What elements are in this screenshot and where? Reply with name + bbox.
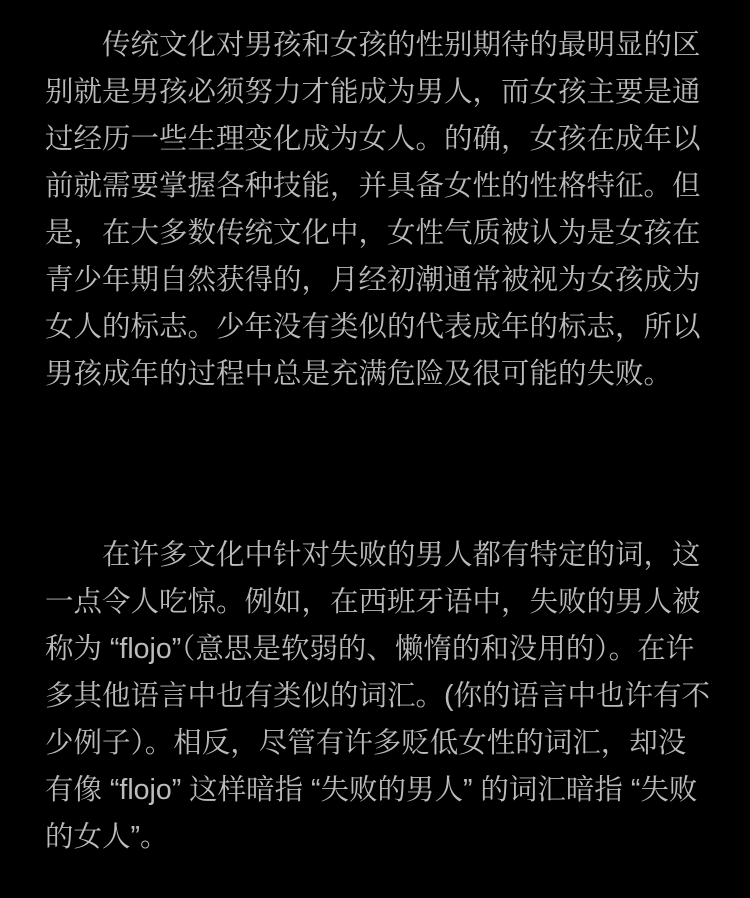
text-line: 称为 “flojo”（意思是软弱的、懒惰的和没用的）。在许 <box>45 633 695 665</box>
text-line: 少例子）。相反，尽管有许多贬低女性的词汇，却没 <box>45 727 687 759</box>
paragraph <box>45 22 707 398</box>
text-line: 多其他语言中也有类似的词汇。(你的语言中也许有不 <box>45 680 710 712</box>
reader-content <box>45 22 710 861</box>
text-line: 青少年期自然获得的，月经初潮通常被视为女孩成为 <box>45 264 701 296</box>
text-line: 传统文化对男孩和女孩的性别期待的最明显的区 <box>102 29 701 61</box>
text-line: 是，在大多数传统文化中，女性气质被认为是女孩在 <box>45 217 701 249</box>
text-line: 男孩成年的过程中总是充满危险及很可能的失败。 <box>45 358 673 390</box>
text-line: 一点令人吃惊。例如，在西班牙语中，失败的男人被 <box>45 586 701 618</box>
text-line: 前就需要掌握各种技能，并具备女性的性格特征。但 <box>45 170 701 202</box>
text-line: 在许多文化中针对失败的男人都有特定的词，这 <box>102 539 701 571</box>
text-line: 过经历一些生理变化成为女人。的确，女孩在成年以 <box>45 123 701 155</box>
text-line: 有像 “flojo” 这样暗指 “失败的男人” 的词汇暗指 “失败 <box>45 774 698 806</box>
text-line: 的女人”。 <box>45 821 169 853</box>
text-line: 别就是男孩必须努力才能成为男人，而女孩主要是通 <box>45 76 701 108</box>
text-line: 女人的标志。少年没有类似的代表成年的标志，所以 <box>45 311 701 343</box>
paragraph <box>45 532 710 861</box>
